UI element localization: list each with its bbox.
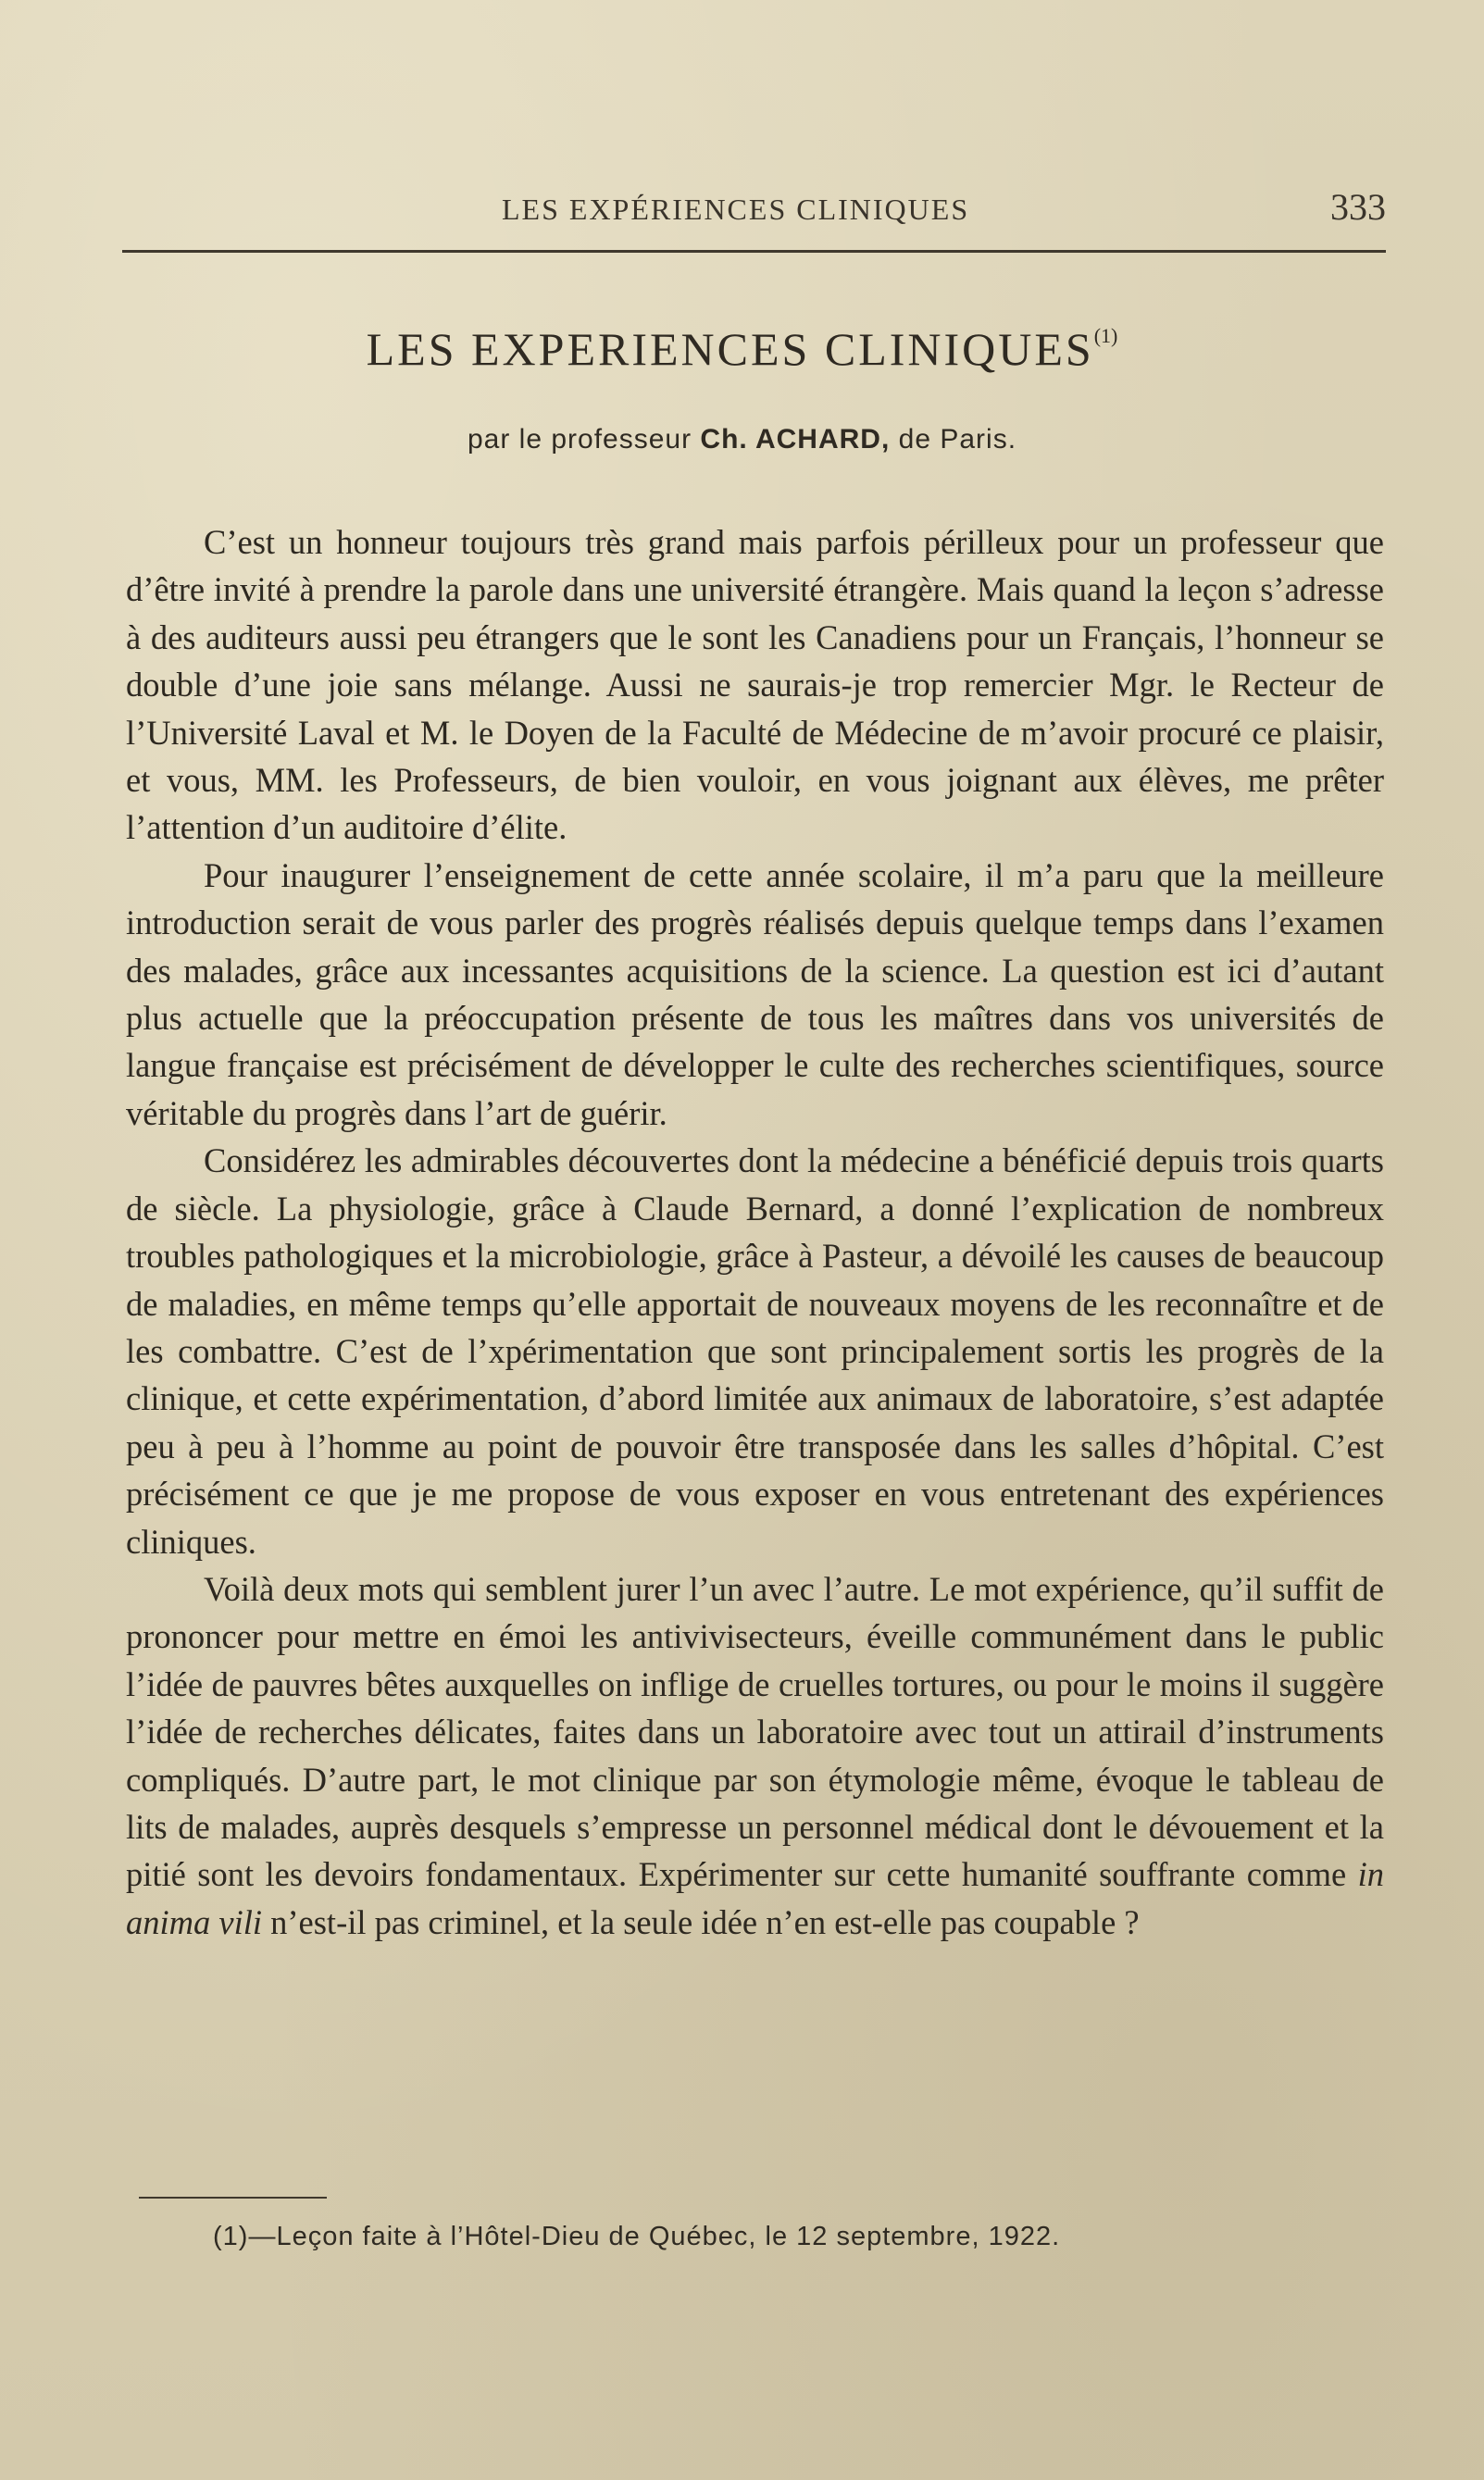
paragraph: Pour inaugurer l’enseignement de cette année scolaire, il m’a paru que la meilleure introduction serait de vous parler des progrès réalisés depuis quelque temps dans l’examen des malades, grâce aux incessantes acquisitions de la science. La question est ici d’autant plus actuelle que la préoccupation présente de tous les maîtres dans vos universités de langue française est précisément de développer le culte des recherches scientifiques, source véritable du progrès dans l’art de guérir. (126, 855, 1384, 1132)
latin-phrase: in anima vili (126, 1855, 1384, 1941)
article-title (0, 322, 1484, 376)
paragraph (126, 1565, 1384, 1946)
footnote-rule (139, 2197, 327, 2199)
running-title: LES EXPÉRIENCES CLINIQUES (502, 193, 970, 226)
article-body (126, 518, 1384, 1946)
footnote: (1)—Leçon faite à l’Hôtel-Dieu de Québec, le 12 septembre, 1922. (213, 2222, 1061, 2251)
running-head (122, 185, 1386, 241)
paragraph-text: n’est-il pas criminel, et la seule idée n’en est-elle pas coupable ? (262, 1902, 1140, 1941)
byline-prefix: par le professeur (467, 424, 692, 455)
header-rule (122, 250, 1386, 253)
paragraph: C’est un honneur toujours très grand mais parfois périlleux pour un professeur que d’être invité à prendre la parole dans une université étrangère. Mais quand la leçon s’adresse à des auditeurs aussi peu étrangers que le sont les Canadiens pour un Français, l’honneur se double d’une joie sans mélange. Aussi ne saurais-je trop remercier Mgr. le Recteur de l’Université Laval et M. le Doyen de la Faculté de Médecine de m’avoir procuré ce plaisir, et vous, MM. les Professeurs, de bien vouloir, en vous joignant aux élèves, me prêter l’attention d’un auditoire d’élite. (126, 523, 1384, 847)
paragraph: Considérez les admirables découvertes dont la médecine a bénéficié depuis trois quarts de siècle. La physiologie, grâce à Claude Bernard, a donné l’explication de nombreux troubles pathologiques et la microbiologie, grâce à Pasteur, a dévoilé les causes de beaucoup de maladies, en même temps qu’elle apportait de nouveaux moyens de les reconnaître et de les combattre. C’est de l’xpérimentation que sont principalement sortis les progrès de la clinique, et cette expérimentation, d’abord limitée aux animaux de laboratoire, s’est adaptée peu à peu à l’homme au point de pouvoir être transposée dans les salles d’hôpital. C’est précisément ce que je me propose de vous exposer en vous entretenant des expériences cliniques. (126, 1141, 1384, 1561)
title-footnote-marker: (1) (1093, 324, 1118, 347)
paragraph-text: Voilà deux mots qui semblent jurer l’un avec l’autre. Le mot expérience, qu’il suffit de prononcer pour mettre en émoi les antivivisecteurs, éveille communément dans le public l’idée de pauvres bêtes auxquelles on inflige de cruelles tortures, ou pour le moins il suggère l’idée de recherches délicates, faites dans un laboratoire avec tout un attirail d’instruments compliqués. D’autre part, le mot clinique par son étymologie même, évoque le tableau de lits de malades, auprès desquels s’empresse un personnel médical dont le dévouement et la pitié sont les devoirs fondamentaux. Expérimenter sur cette humanité souffrante comme (126, 1569, 1384, 1894)
byline-suffix: de Paris. (898, 424, 1017, 455)
byline (0, 424, 1484, 455)
page-number: 333 (1330, 186, 1386, 228)
article-title-text: LES EXPERIENCES CLINIQUES (366, 323, 1094, 375)
author-name: Ch. ACHARD, (700, 424, 891, 455)
